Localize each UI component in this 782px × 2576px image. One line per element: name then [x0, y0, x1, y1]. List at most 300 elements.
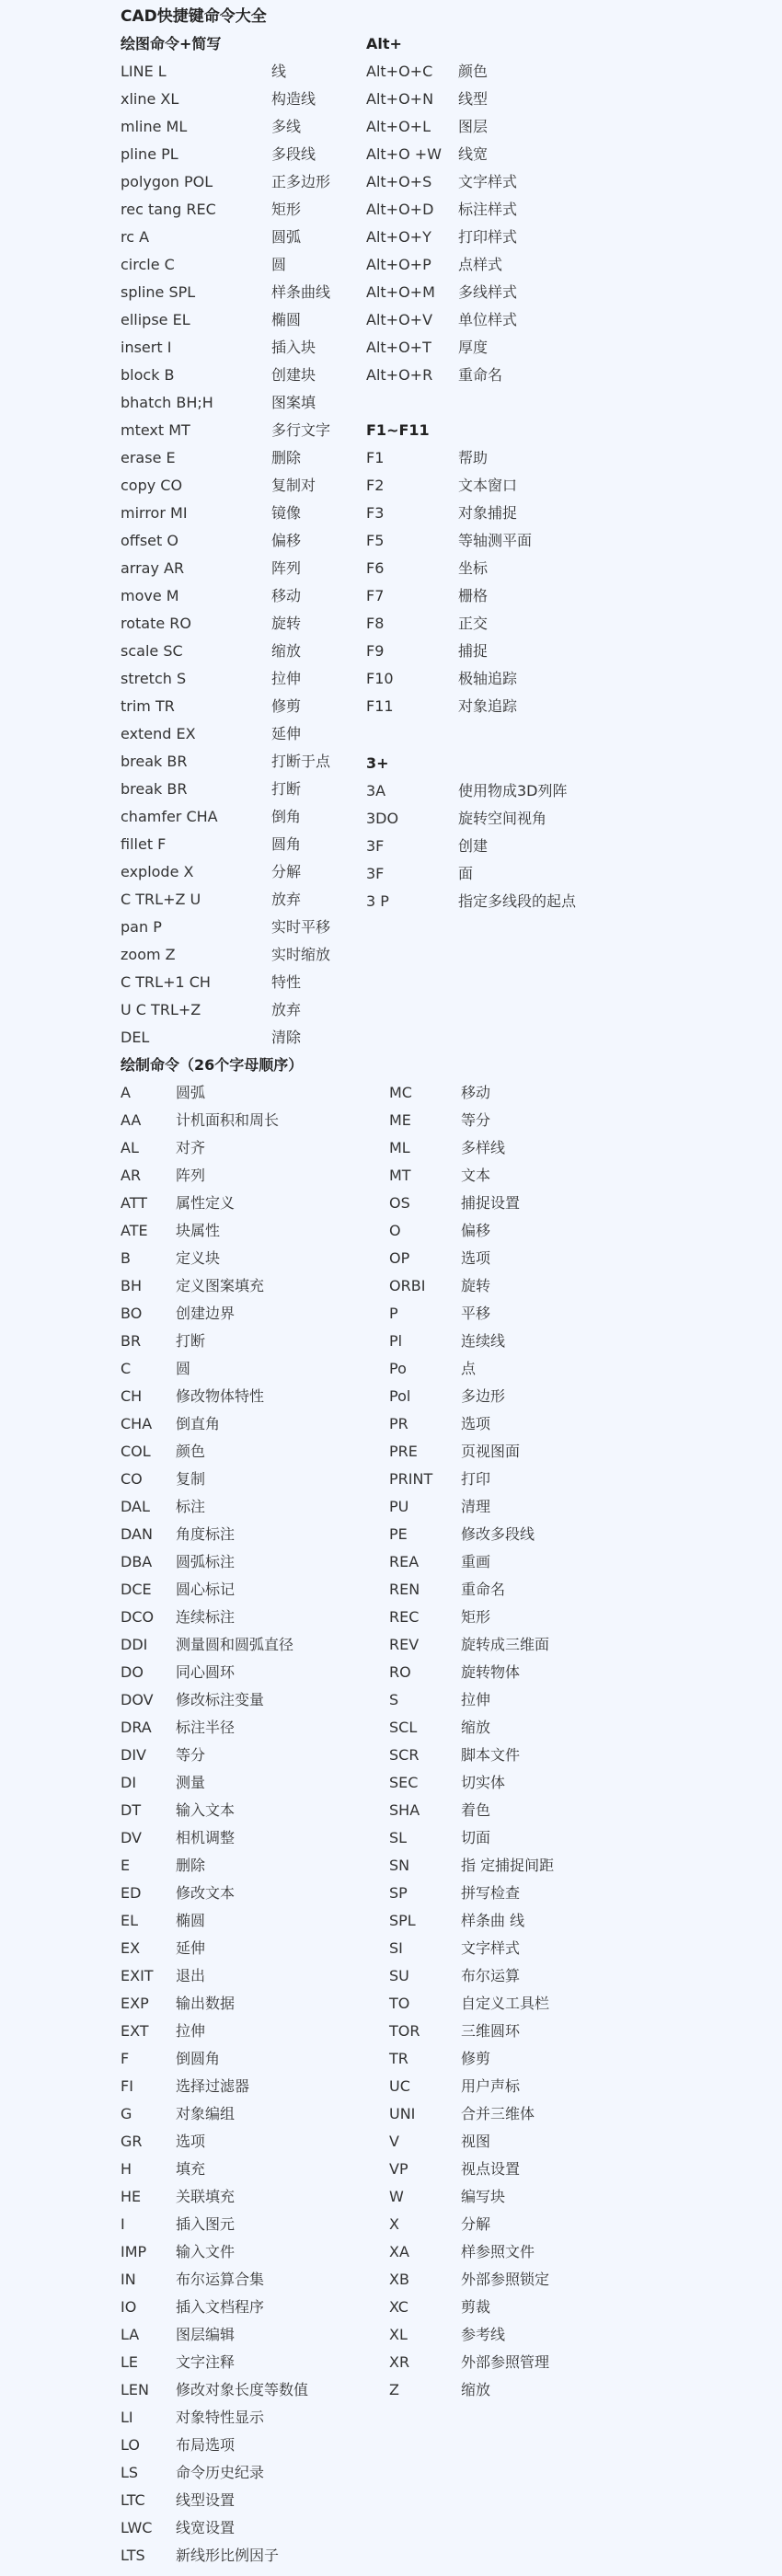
function-key-command: F11: [366, 697, 394, 715]
draw-command-command: C TRL+Z U: [121, 891, 201, 908]
alpha-command-command: UNI: [389, 2105, 416, 2122]
alpha-command-command: V: [389, 2133, 399, 2150]
alpha-command-command: DOV: [121, 1691, 154, 1708]
alpha-command-command: PRE: [389, 1443, 418, 1460]
alpha-command-command: LO: [121, 2436, 140, 2454]
alpha-command-description: 圆心标记: [176, 1581, 236, 1598]
alpha-command-command: CO: [121, 1470, 143, 1488]
alpha-command-command: AL: [121, 1139, 139, 1156]
alt-shortcut-command: Alt+O+Y: [366, 228, 431, 246]
alpha-command-description: 点: [461, 1360, 477, 1377]
alpha-command-description: 块属性: [176, 1222, 221, 1239]
alpha-command-description: 标注半径: [176, 1719, 236, 1736]
alpha-command-description: 自定义工具栏: [461, 1995, 550, 2012]
alpha-command-command: ATE: [121, 1222, 148, 1239]
alt-shortcut-description: 文字样式: [458, 173, 518, 190]
alpha-command-description: 偏移: [461, 1222, 491, 1239]
draw-command-description: 创建块: [271, 366, 316, 384]
alpha-command-command: O: [389, 1222, 401, 1239]
function-key-description: 对象捕捉: [458, 504, 518, 522]
alpha-command-description: 关联填充: [176, 2188, 236, 2205]
alpha-command-command: RO: [389, 1663, 411, 1681]
function-key-description: 坐标: [458, 559, 489, 577]
alpha-command-command: ED: [121, 1884, 142, 1902]
alpha-command-command: DDI: [121, 1636, 148, 1653]
alpha-command-description: 插入图元: [176, 2215, 236, 2233]
alpha-command-description: 打断: [176, 1332, 206, 1350]
alt-shortcut-command: Alt+O +W: [366, 145, 442, 163]
alpha-command-description: 属性定义: [176, 1194, 236, 1212]
draw-command-command: pan P: [121, 918, 162, 936]
alpha-command-description: 捕捉设置: [461, 1194, 521, 1212]
alpha-command-command: AA: [121, 1111, 142, 1129]
alpha-command-command: I: [121, 2215, 125, 2233]
alpha-command-command: EXT: [121, 2022, 149, 2040]
alpha-command-description: 多边形: [461, 1387, 506, 1405]
alpha-command-description: 等分: [176, 1746, 206, 1764]
draw-command-description: 椭圆: [271, 311, 302, 328]
draw-command-description: 删除: [271, 449, 302, 466]
draw-command-command: DEL: [121, 1029, 150, 1046]
draw-command-description: 圆角: [271, 835, 302, 853]
alpha-command-description: 外部参照管理: [461, 2353, 550, 2371]
alpha-command-command: E: [121, 1857, 131, 1874]
alpha-command-description: 视图: [461, 2133, 491, 2150]
draw-command-command: polygon POL: [121, 173, 213, 190]
alpha-command-description: 选项: [461, 1249, 491, 1267]
draw-command-command: pline PL: [121, 145, 178, 163]
alpha-command-command: DAL: [121, 1498, 150, 1515]
draw-command-description: 实时平移: [271, 918, 331, 936]
alpha-command-command: SN: [389, 1857, 410, 1874]
alt-shortcut-description: 重命名: [458, 366, 503, 384]
alpha-command-command: LTC: [121, 2491, 145, 2509]
draw-command-command: rec tang REC: [121, 201, 216, 218]
alpha-command-description: 缩放: [461, 1719, 491, 1736]
draw-command-description: 样条曲线: [271, 283, 331, 301]
draw-command-command: scale SC: [121, 642, 183, 660]
alpha-command-description: 着色: [461, 1801, 491, 1819]
alpha-command-command: MT: [389, 1167, 411, 1184]
draw-command-description: 缩放: [271, 642, 302, 660]
draw-command-command: break BR: [121, 753, 188, 770]
alpha-command-description: 复制: [176, 1470, 206, 1488]
draw-command-command: array AR: [121, 559, 185, 577]
alpha-command-command: SI: [389, 1939, 403, 1957]
draw-command-command: zoom Z: [121, 946, 176, 963]
draw-command-description: 复制对: [271, 477, 316, 494]
draw-command-command: insert I: [121, 339, 172, 356]
alt-shortcut-description: 打印样式: [458, 228, 518, 246]
alpha-command-description: 选项: [461, 1415, 491, 1432]
alpha-command-command: MC: [389, 1084, 412, 1101]
alt-shortcut-description: 厚度: [458, 339, 489, 356]
function-key-command: F1: [366, 449, 385, 466]
alpha-command-command: ML: [389, 1139, 410, 1156]
draw-command-command: mtext MT: [121, 421, 190, 439]
draw-command-command: offset O: [121, 532, 178, 549]
draw-command-description: 镜像: [271, 504, 302, 522]
draw-command-description: 正多边形: [271, 173, 331, 190]
alpha-command-description: 用户声标: [461, 2077, 521, 2095]
alpha-command-description: 圆弧标注: [176, 1553, 236, 1570]
function-key-description: 文本窗口: [458, 477, 518, 494]
alpha-command-command: LE: [121, 2353, 139, 2371]
alpha-command-description: 页视图面: [461, 1443, 521, 1460]
alpha-command-command: B: [121, 1249, 131, 1267]
alt-shortcut-description: 线宽: [458, 145, 489, 163]
alpha-command-command: IN: [121, 2271, 136, 2288]
three-d-command-description: 指定多线段的起点: [458, 892, 577, 910]
draw-command-command: bhatch BH;H: [121, 394, 213, 411]
draw-command-description: 构造线: [271, 90, 316, 108]
function-key-command: F9: [366, 642, 385, 660]
alpha-command-command: SCR: [389, 1746, 420, 1764]
alpha-command-command: EX: [121, 1939, 141, 1957]
alpha-command-description: 矩形: [461, 1608, 491, 1626]
draw-command-description: 图案填: [271, 394, 316, 411]
alpha-command-command: DV: [121, 1829, 142, 1846]
function-key-description: 帮助: [458, 449, 489, 466]
alpha-command-command: DI: [121, 1774, 137, 1791]
alpha-command-description: 样条曲 线: [461, 1912, 525, 1929]
alpha-command-description: 角度标注: [176, 1525, 236, 1543]
alpha-command-description: 倒直角: [176, 1415, 221, 1432]
alpha-command-description: 布局选项: [176, 2436, 236, 2454]
draw-command-command: LINE L: [121, 63, 167, 80]
function-key-command: F3: [366, 504, 385, 522]
alpha-command-command: S: [389, 1691, 399, 1708]
alpha-command-description: 圆: [176, 1360, 191, 1377]
alpha-command-description: 标注: [176, 1498, 206, 1515]
function-key-description: 捕捉: [458, 642, 489, 660]
draw-command-description: 打断于点: [271, 753, 331, 770]
alpha-command-description: 外部参照锁定: [461, 2271, 550, 2288]
alpha-command-command: XB: [389, 2271, 409, 2288]
three-d-heading: 3+: [366, 754, 389, 772]
draw-command-description: 移动: [271, 587, 302, 604]
alpha-command-description: 参考线: [461, 2326, 506, 2343]
alpha-command-description: 剪裁: [461, 2298, 491, 2316]
alpha-command-command: Pl: [389, 1332, 403, 1350]
alpha-command-command: ME: [389, 1111, 411, 1129]
alpha-command-description: 测量圆和圆弧直径: [176, 1636, 294, 1653]
alpha-command-description: 倒圆角: [176, 2050, 221, 2067]
alpha-command-description: 计机面积和周长: [176, 1111, 280, 1129]
alpha-command-description: 线型设置: [176, 2491, 236, 2509]
function-key-command: F10: [366, 670, 394, 687]
draw-command-command: rotate RO: [121, 615, 192, 632]
alpha-command-description: 布尔运算合集: [176, 2271, 265, 2288]
alpha-command-description: 拉伸: [176, 2022, 206, 2040]
alpha-command-command: X: [389, 2215, 399, 2233]
alpha-command-command: LTS: [121, 2547, 145, 2564]
alpha-command-command: LEN: [121, 2381, 149, 2398]
alt-shortcut-command: Alt+O+P: [366, 256, 431, 273]
draw-command-command: stretch S: [121, 670, 187, 687]
alt-shortcut-command: Alt+O+N: [366, 90, 434, 108]
draw-command-command: trim TR: [121, 697, 175, 715]
alt-shortcut-description: 点样式: [458, 256, 503, 273]
draw-command-command: xline XL: [121, 90, 179, 108]
function-key-command: F2: [366, 477, 385, 494]
function-key-description: 等轴测平面: [458, 532, 533, 549]
alpha-command-description: 打印: [461, 1470, 491, 1488]
alpha-command-command: LI: [121, 2409, 133, 2426]
alpha-command-command: PU: [389, 1498, 409, 1515]
draw-command-command: spline SPL: [121, 283, 196, 301]
draw-command-description: 放弃: [271, 891, 302, 908]
alpha-command-description: 新线形比例因子: [176, 2547, 280, 2564]
alpha-command-description: 切实体: [461, 1774, 506, 1791]
alpha-command-description: 文本: [461, 1167, 491, 1184]
alpha-command-description: 阵列: [176, 1167, 206, 1184]
draw-command-description: 旋转: [271, 615, 302, 632]
alpha-command-description: 输出数据: [176, 1995, 236, 2012]
alpha-command-command: LWC: [121, 2519, 153, 2536]
draw-command-command: block B: [121, 366, 175, 384]
three-d-command-command: 3 P: [366, 892, 389, 910]
alpha-command-description: 测量: [176, 1774, 206, 1791]
alpha-command-command: REN: [389, 1581, 420, 1598]
alpha-command-description: 连续标注: [176, 1608, 236, 1626]
draw-command-description: 打断: [271, 780, 302, 798]
alpha-command-command: XL: [389, 2326, 408, 2343]
three-d-command-command: 3DO: [366, 810, 399, 827]
alpha-command-description: 修改标注变量: [176, 1691, 265, 1708]
alpha-command-command: REV: [389, 1636, 420, 1653]
function-key-command: F8: [366, 615, 385, 632]
alpha-command-command: DAN: [121, 1525, 153, 1543]
alpha-command-command: XA: [389, 2243, 409, 2260]
alpha-command-description: 命令历史纪录: [176, 2464, 265, 2481]
alt-shortcut-description: 多线样式: [458, 283, 518, 301]
alpha-command-command: DCE: [121, 1581, 152, 1598]
alpha-command-description: 选择过滤器: [176, 2077, 250, 2095]
alpha-command-command: ATT: [121, 1194, 147, 1212]
alpha-command-description: 合并三维体: [461, 2105, 535, 2122]
draw-command-description: 插入块: [271, 339, 316, 356]
alpha-command-description: 修剪: [461, 2050, 491, 2067]
alpha-command-command: H: [121, 2160, 132, 2178]
alt-shortcut-command: Alt+O+C: [366, 63, 433, 80]
draw-command-command: break BR: [121, 780, 188, 798]
three-d-command-command: 3F: [366, 865, 385, 882]
draw-command-command: rc A: [121, 228, 150, 246]
alpha-command-description: 旋转物体: [461, 1663, 521, 1681]
alpha-command-description: 拼写检查: [461, 1884, 521, 1902]
three-d-command-description: 面: [458, 865, 474, 882]
alpha-command-description: 修改文本: [176, 1884, 236, 1902]
draw-command-description: 修剪: [271, 697, 302, 715]
alt-shortcut-description: 标注样式: [458, 201, 518, 218]
alpha-command-command: VP: [389, 2160, 408, 2178]
alpha-command-description: 文字注释: [176, 2353, 236, 2371]
alpha-command-description: 重画: [461, 1553, 491, 1570]
three-d-command-description: 使用物成3D列阵: [458, 782, 568, 799]
alpha-command-command: BO: [121, 1305, 143, 1322]
draw-command-command: chamfer CHA: [121, 808, 218, 825]
draw-command-command: erase E: [121, 449, 176, 466]
draw-command-command: fillet F: [121, 835, 167, 853]
alpha-command-command: SPL: [389, 1912, 416, 1929]
alpha-command-command: SU: [389, 1967, 409, 1984]
draw-command-description: 多行文字: [271, 421, 331, 439]
alpha-command-description: 相机调整: [176, 1829, 236, 1846]
alpha-command-command: Z: [389, 2381, 399, 2398]
draw-command-description: 圆: [271, 256, 287, 273]
alpha-command-command: GR: [121, 2133, 143, 2150]
alt-shortcut-description: 图层: [458, 118, 489, 135]
alpha-command-command: REA: [389, 1553, 420, 1570]
draw-command-command: U C TRL+Z: [121, 1001, 201, 1018]
alpha-command-command: DRA: [121, 1719, 152, 1736]
alt-shortcut-command: Alt+O+R: [366, 366, 433, 384]
three-d-command-description: 创建: [458, 837, 489, 855]
three-d-command-description: 旋转空间视角: [458, 810, 547, 827]
alpha-command-command: SCL: [389, 1719, 418, 1736]
draw-command-description: 多段线: [271, 145, 316, 163]
alpha-command-description: 修改物体特性: [176, 1387, 265, 1405]
alpha-command-description: 定义图案填充: [176, 1277, 265, 1294]
draw-commands-heading: 绘图命令+简写: [121, 35, 222, 52]
alpha-command-description: 文字样式: [461, 1939, 521, 1957]
alpha-command-description: 同心圆环: [176, 1663, 236, 1681]
function-key-command: F7: [366, 587, 385, 604]
alpha-command-command: G: [121, 2105, 132, 2122]
alpha-command-description: 线宽设置: [176, 2519, 236, 2536]
alpha-command-command: SHA: [389, 1801, 420, 1819]
alpha-command-command: CHA: [121, 1415, 153, 1432]
draw-command-description: 多线: [271, 118, 302, 135]
alpha-command-command: PE: [389, 1525, 408, 1543]
alpha-command-description: 分解: [461, 2215, 491, 2233]
alpha-command-description: 指 定捕捉间距: [461, 1857, 555, 1874]
function-key-command: F5: [366, 532, 385, 549]
draw-command-description: 矩形: [271, 201, 302, 218]
alt-shortcut-command: Alt+O+M: [366, 283, 435, 301]
alpha-command-description: 重命名: [461, 1581, 506, 1598]
alpha-command-description: 椭圆: [176, 1912, 206, 1929]
draw-command-description: 实时缩放: [271, 946, 331, 963]
alpha-command-command: AR: [121, 1167, 142, 1184]
alpha-command-description: 选项: [176, 2133, 206, 2150]
alpha-command-command: DBA: [121, 1553, 153, 1570]
alpha-command-command: HE: [121, 2188, 142, 2205]
alt-shortcut-command: Alt+O+D: [366, 201, 434, 218]
alpha-command-command: LA: [121, 2326, 140, 2343]
draw-command-description: 拉伸: [271, 670, 302, 687]
alpha-command-command: Pol: [389, 1387, 411, 1405]
alpha-command-command: SL: [389, 1829, 408, 1846]
alpha-command-description: 延伸: [176, 1939, 206, 1957]
alpha-command-command: TOR: [389, 2022, 420, 2040]
alpha-command-description: 样参照文件: [461, 2243, 535, 2260]
alpha-command-command: TO: [389, 1995, 410, 2012]
alpha-command-description: 视点设置: [461, 2160, 521, 2178]
alpha-command-command: A: [121, 1084, 131, 1101]
alt-shortcut-description: 线型: [458, 90, 489, 108]
alpha-command-command: C: [121, 1360, 132, 1377]
alpha-command-command: XC: [389, 2298, 408, 2316]
alphabetical-heading: 绘制命令（26个字母顺序）: [121, 1056, 304, 1074]
alpha-command-command: CH: [121, 1387, 143, 1405]
alpha-command-command: DCO: [121, 1608, 155, 1626]
alpha-command-command: DIV: [121, 1746, 146, 1764]
alpha-command-command: W: [389, 2188, 404, 2205]
alpha-command-command: DT: [121, 1801, 142, 1819]
draw-command-command: copy CO: [121, 477, 183, 494]
alpha-command-description: 输入文件: [176, 2243, 236, 2260]
alpha-command-command: IMP: [121, 2243, 147, 2260]
alpha-command-command: TR: [389, 2050, 408, 2067]
function-key-description: 对象追踪: [458, 697, 518, 715]
draw-command-command: ellipse EL: [121, 311, 190, 328]
three-d-command-command: 3F: [366, 837, 385, 855]
alpha-command-description: 输入文本: [176, 1801, 236, 1819]
alpha-command-description: 插入文档程序: [176, 2298, 265, 2316]
alpha-command-description: 图层编辑: [176, 2326, 236, 2343]
alpha-command-description: 对齐: [176, 1139, 206, 1156]
alt-shortcut-command: Alt+O+V: [366, 311, 433, 328]
alpha-command-description: 定义块: [176, 1249, 221, 1267]
alpha-command-description: 布尔运算: [461, 1967, 521, 1984]
alpha-command-description: 编写块: [461, 2188, 506, 2205]
alpha-command-description: 颜色: [176, 1443, 206, 1460]
alpha-command-description: 连续线: [461, 1332, 506, 1350]
draw-command-description: 分解: [271, 863, 302, 880]
draw-command-command: mline ML: [121, 118, 188, 135]
draw-command-description: 阵列: [271, 559, 302, 577]
draw-command-description: 圆弧: [271, 228, 302, 246]
function-key-command: F6: [366, 559, 385, 577]
alpha-command-command: ORBI: [389, 1277, 426, 1294]
alpha-command-description: 对象编组: [176, 2105, 236, 2122]
alpha-command-command: BR: [121, 1332, 142, 1350]
alt-shortcut-description: 颜色: [458, 63, 489, 80]
alpha-command-description: 清理: [461, 1498, 491, 1515]
alt-shortcut-command: Alt+O+S: [366, 173, 432, 190]
alpha-command-command: EXP: [121, 1995, 149, 2012]
alt-shortcut-command: Alt+O+L: [366, 118, 431, 135]
draw-command-description: 倒角: [271, 808, 302, 825]
function-key-description: 正交: [458, 615, 489, 632]
alpha-command-description: 三维圆环: [461, 2022, 521, 2040]
alpha-command-command: FI: [121, 2077, 133, 2095]
alpha-command-command: EXIT: [121, 1967, 154, 1984]
alpha-command-description: 对象特性显示: [176, 2409, 265, 2426]
alpha-command-command: SEC: [389, 1774, 419, 1791]
alpha-command-description: 修改多段线: [461, 1525, 535, 1543]
draw-command-description: 线: [271, 63, 287, 80]
draw-command-description: 特性: [271, 973, 302, 991]
alpha-command-command: IO: [121, 2298, 137, 2316]
draw-command-command: circle C: [121, 256, 175, 273]
alpha-command-description: 多样线: [461, 1139, 506, 1156]
alpha-command-command: UC: [389, 2077, 410, 2095]
draw-command-command: explode X: [121, 863, 194, 880]
alpha-command-description: 圆弧: [176, 1084, 206, 1101]
three-d-command-command: 3A: [366, 782, 386, 799]
page-title: CAD快捷键命令大全: [121, 7, 267, 26]
function-key-description: 极轴追踪: [458, 670, 518, 687]
alpha-command-command: BH: [121, 1277, 143, 1294]
alpha-command-command: F: [121, 2050, 130, 2067]
alpha-command-command: P: [389, 1305, 398, 1322]
draw-command-description: 偏移: [271, 532, 302, 549]
draw-command-command: extend EX: [121, 725, 196, 742]
alpha-command-description: 删除: [176, 1857, 206, 1874]
